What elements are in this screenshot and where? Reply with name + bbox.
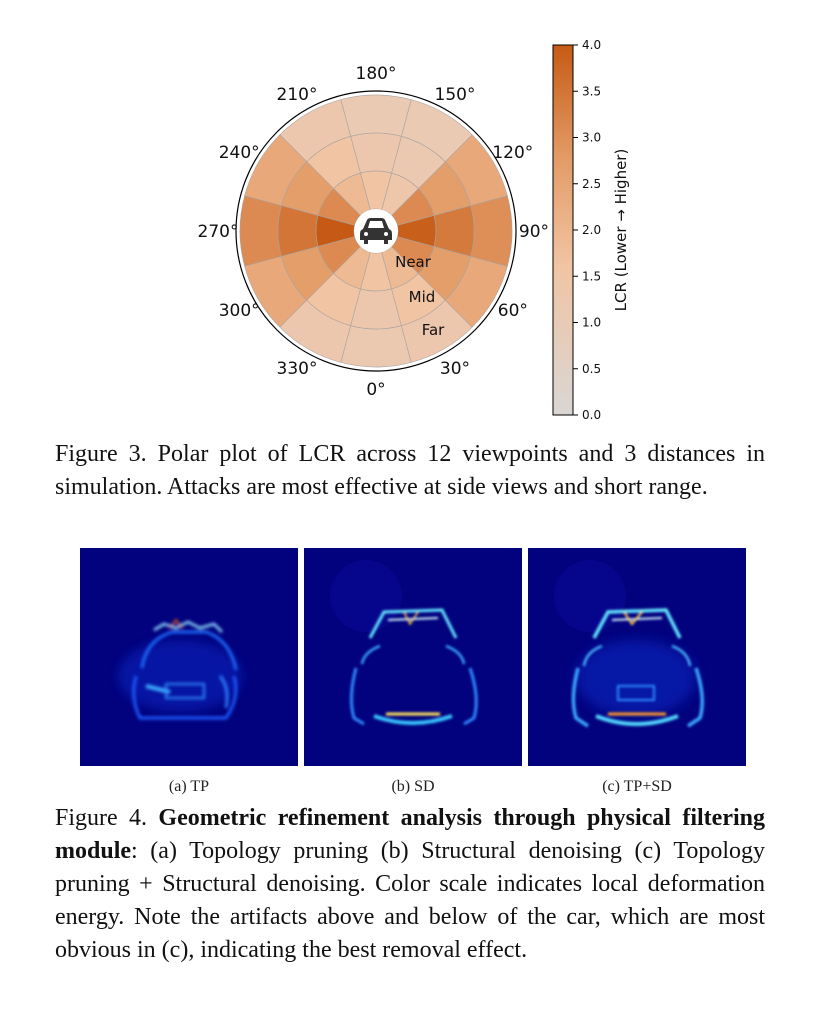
panel-c-heatmap-image xyxy=(528,548,746,766)
ring-label-near: Near xyxy=(395,253,431,271)
ring-label-far: Far xyxy=(421,321,445,339)
colorbar-tick-label: 4.0 xyxy=(582,38,602,52)
angle-label-150: 150° xyxy=(434,85,476,106)
colorbar-tick-label: 0.0 xyxy=(582,408,602,422)
ring-label-mid: Mid xyxy=(408,288,436,306)
figure-4-caption-rest: : (a) Topology pruning (b) Structural denoising (c) Topology pruning + Structural denoising. Color scale indicates local deformation energy. Note the artifacts above and below of the car, which are most obvious in (c), indicating the best removal effect. xyxy=(55,838,765,963)
wedge-far-90 xyxy=(471,196,512,266)
polar-heatmap xyxy=(180,30,650,425)
panel-b-label: (b) SD xyxy=(391,778,435,795)
figure-4-caption-prefix: Figure 4. xyxy=(55,805,159,831)
colorbar-tick-label: 1.0 xyxy=(582,315,602,330)
angle-label-180: 180° xyxy=(355,64,397,84)
colorbar xyxy=(553,45,573,415)
colorbar-tick-label: 1.5 xyxy=(582,269,602,284)
colorbar-tick-label: 3.0 xyxy=(582,130,602,145)
angle-label-0: 0° xyxy=(366,380,386,400)
angle-label-210: 210° xyxy=(276,85,318,106)
angle-label-300: 300° xyxy=(218,301,260,321)
panel-c-label: (c) TP+SD xyxy=(602,778,672,795)
angle-label-270: 270° xyxy=(197,222,239,242)
angle-label-30: 30° xyxy=(439,358,471,379)
polar-plot-figure xyxy=(180,30,650,425)
wedge-far-180 xyxy=(341,95,411,136)
wedge-far-270 xyxy=(240,196,281,266)
panel-a-label: (a) TP xyxy=(168,778,210,795)
colorbar-tick-label: 0.5 xyxy=(582,361,602,376)
figure-4-caption xyxy=(55,802,765,967)
figure-4-caption-bold: Geometric refinement analysis through physical filtering module xyxy=(55,805,765,864)
colorbar-tick-label: 3.5 xyxy=(582,84,602,99)
colorbar-label: LCR (Lower → Higher) xyxy=(612,148,630,312)
panel-a-heatmap-image xyxy=(80,548,298,766)
figure-3-caption: Figure 3. Polar plot of LCR across 12 viewpoints and 3 distances in simulation. Attacks are most effective at side views and short range. xyxy=(55,441,765,500)
angle-label-240: 240° xyxy=(218,143,260,163)
angle-label-60: 60° xyxy=(497,301,528,321)
colorbar-ticks xyxy=(573,38,601,422)
panel-b-heatmap-image xyxy=(304,548,522,766)
angle-label-90: 90° xyxy=(518,222,550,242)
angle-label-330: 330° xyxy=(276,358,318,379)
colorbar-tick-label: 2.5 xyxy=(582,176,602,191)
wedge-far-0 xyxy=(341,326,411,367)
colorbar-tick-label: 2.0 xyxy=(582,223,602,237)
angle-label-120: 120° xyxy=(492,143,534,163)
